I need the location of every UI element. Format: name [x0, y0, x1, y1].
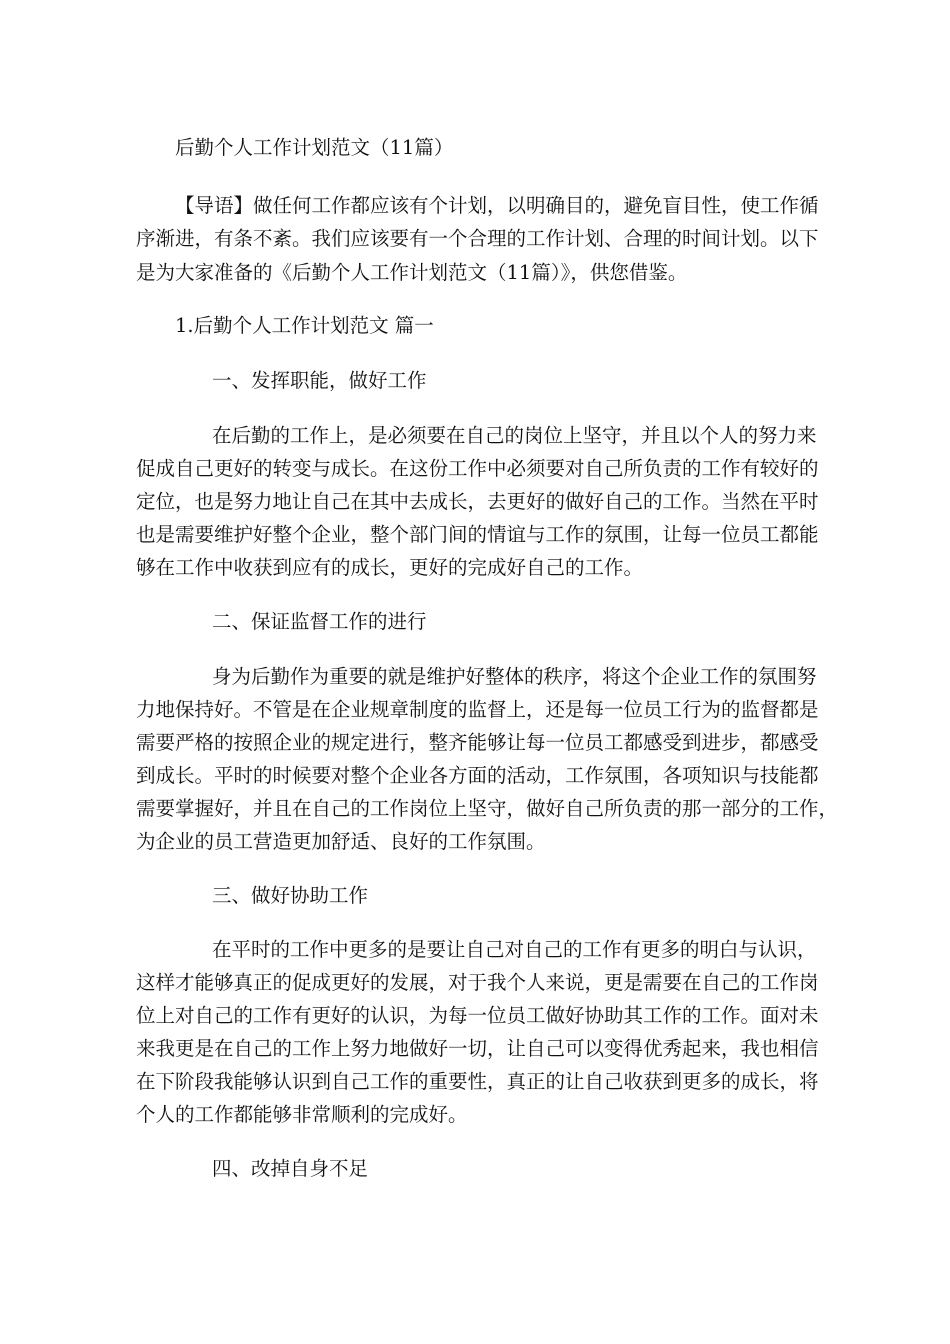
section-heading: 三、做好协助工作	[212, 884, 369, 907]
paragraph-line: 需要严格的按照企业的规定进行，整齐能够让每一位员工都感受到进步，都感受	[136, 731, 819, 754]
paragraph-line: 在平时的工作中更多的是要让自己对自己的工作有更多的明白与认识，	[212, 938, 817, 961]
paragraph-line: 力地保持好。不管是在企业规章制度的监督上，还是每一位员工行为的监督都是	[136, 698, 819, 721]
document-title: 后勤个人工作计划范文（11篇）	[175, 136, 454, 159]
paragraph-line: 在后勤的工作上，是必须要在自己的岗位上坚守，并且以个人的努力来	[212, 424, 817, 447]
paragraph-line: 位上对自己的工作有更好的认识，为每一位员工做好协助其工作的工作。面对未	[136, 1004, 819, 1027]
paragraph-line: 这样才能够真正的促成更好的发展，对于我个人来说，更是需要在自己的工作岗	[136, 971, 819, 994]
section-heading: 一、发挥职能，做好工作	[212, 369, 427, 392]
paragraph-line: 需要掌握好，并且在自己的工作岗位上坚守，做好自己所负责的那一部分的工作，	[136, 797, 839, 820]
article-heading: 1.后勤个人工作计划范文 篇一	[175, 314, 434, 337]
paragraph-line: 促成自己更好的转变与成长。在这份工作中必须要对自己所负责的工作有较好的	[136, 457, 819, 480]
paragraph-line: 身为后勤作为重要的就是维护好整体的秩序，将这个企业工作的氛围努	[212, 665, 817, 688]
intro-line: 序渐进，有条不紊。我们应该要有一个合理的工作计划、合理的时间计划。以下	[136, 227, 819, 250]
intro-line: 是为大家准备的《后勤个人工作计划范文（11篇）》，供您借鉴。	[136, 261, 688, 284]
paragraph-line: 也是需要维护好整个企业，整个部门间的情谊与工作的氛围，让每一位员工都能	[136, 523, 819, 546]
intro-line: 【导语】做任何工作都应该有个计划，以明确目的，避免盲目性，使工作循	[175, 194, 819, 217]
paragraph-line: 来我更是在自己的工作上努力地做好一切，让自己可以变得优秀起来，我也相信	[136, 1037, 819, 1060]
paragraph-line: 够在工作中收获到应有的成长，更好的完成好自己的工作。	[136, 556, 644, 579]
paragraph-line: 定位，也是努力地让自己在其中去成长，去更好的做好自己的工作。当然在平时	[136, 490, 819, 513]
paragraph-line: 在下阶段我能够认识到自己工作的重要性，真正的让自己收获到更多的成长，将	[136, 1070, 819, 1093]
section-heading: 四、改掉自身不足	[212, 1157, 369, 1180]
paragraph-line: 到成长。平时的时候要对整个企业各方面的活动，工作氛围，各项知识与技能都	[136, 764, 819, 787]
paragraph-line: 个人的工作都能够非常顺利的完成好。	[136, 1103, 468, 1126]
section-heading: 二、保证监督工作的进行	[212, 610, 427, 633]
paragraph-line: 为企业的员工营造更加舒适、良好的工作氛围。	[136, 830, 546, 853]
